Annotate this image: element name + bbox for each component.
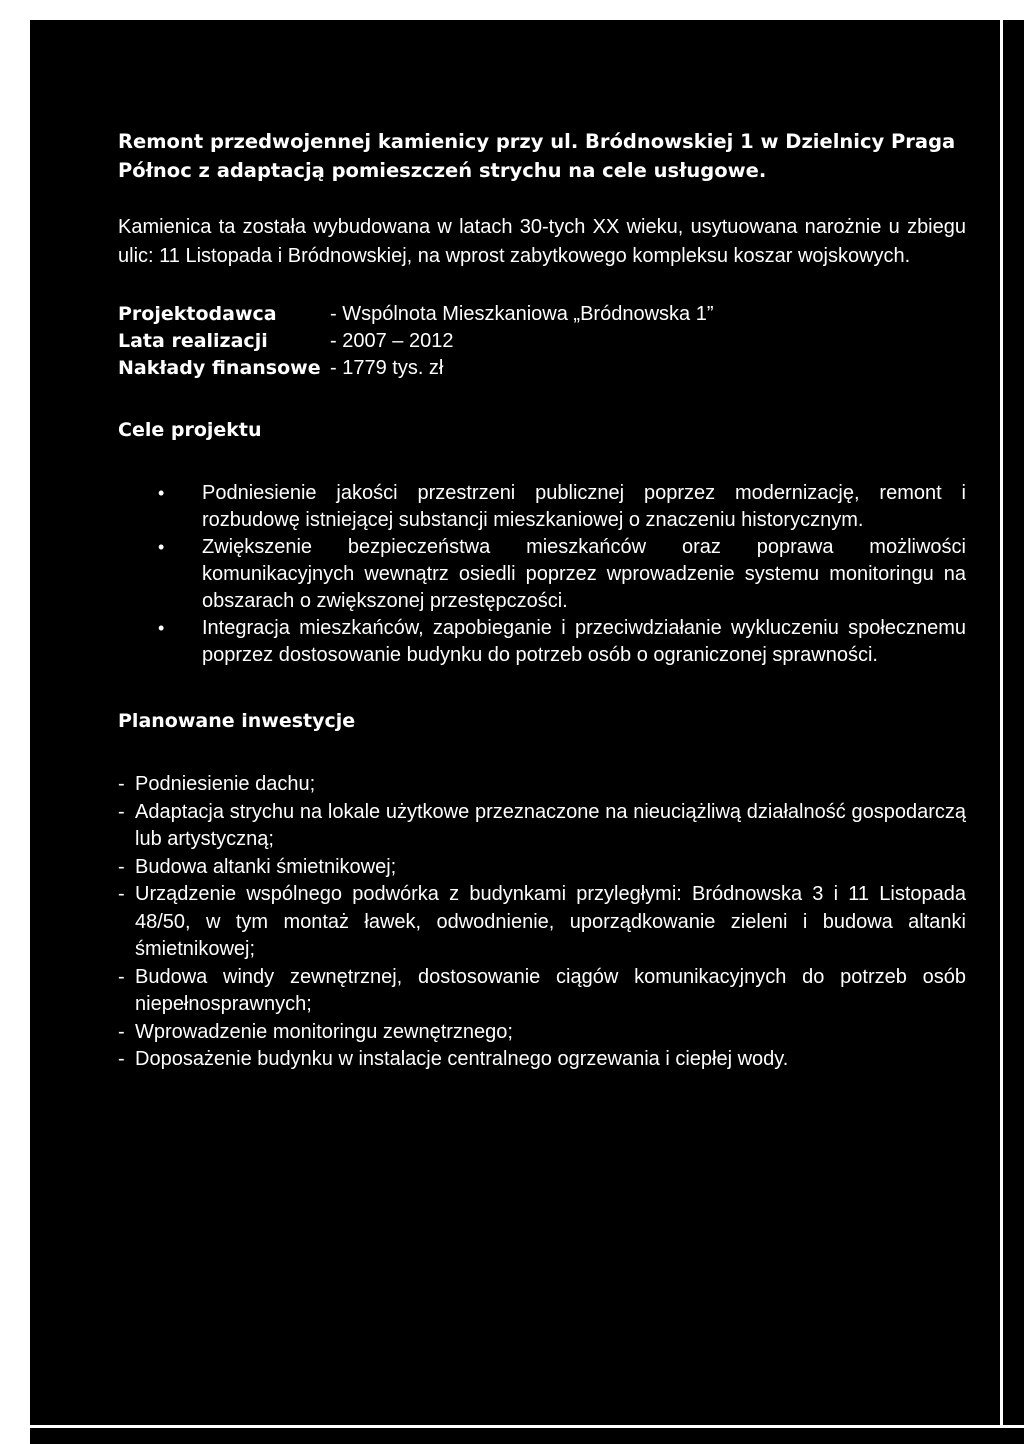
goal-item: [118, 534, 966, 615]
scan-edge-bottom: [30, 1428, 1024, 1444]
investment-item: [118, 881, 966, 964]
fact-row-lata-realizacji: [118, 328, 966, 355]
fact-label: Nakłady finansowe: [118, 357, 321, 379]
investment-item: [118, 1046, 966, 1074]
goals-heading: Cele projektu: [118, 419, 262, 441]
dash-marker: -: [118, 883, 125, 905]
dash-marker: -: [118, 800, 125, 823]
fact-row-naklady-finansowe: [118, 355, 966, 382]
document-title: Remont przedwojennej kamienicy przy ul. Bródnowskiej 1 w Dzielnicy Praga Północ z adaptacją pomieszczeń strychu na cele usługowe.: [118, 130, 956, 182]
investment-text: Doposażenie budynku w instalacje centralnego ogrzewania i ciepłej wody.: [135, 1048, 789, 1070]
goal-item: [118, 615, 966, 669]
fact-label: Lata realizacji: [118, 330, 268, 352]
fact-label: Projektodawca: [118, 303, 277, 325]
goal-item: [118, 480, 966, 534]
investment-item: [118, 1019, 966, 1047]
investment-text: Budowa windy zewnętrznej, dostosowanie ciągów komunikacyjnych do potrzeb osób niepełnosprawnych;: [135, 965, 966, 1015]
fact-value: - Wspólnota Mieszkaniowa „Bródnowska 1”: [330, 303, 714, 325]
document-content: [118, 127, 966, 1074]
dash-marker: -: [118, 773, 125, 795]
investment-text: Wprowadzenie monitoringu zewnętrznego;: [135, 1020, 513, 1043]
investment-text: Budowa altanki śmietnikowej;: [135, 855, 397, 878]
fact-value: - 2007 – 2012: [330, 330, 454, 352]
investment-item: [118, 799, 966, 854]
dash-marker: -: [118, 1048, 125, 1070]
investment-text: Urządzenie wspólnego podwórka z budynkami przyległymi: Bródnowska 3 i 11 Listopada 48/50, w tym montaż ławek, odwodnienie, uporządkowanie zieleni i budowa altanki śmietnikowej;: [135, 883, 966, 960]
fact-value: - 1779 tys. zł: [330, 357, 444, 379]
bullet-icon: •: [158, 618, 165, 638]
goal-text: Zwiększenie bezpieczeństwa mieszkańców oraz poprawa możliwości komunikacyjnych wewnątrz osiedli poprzez wprowadzenie systemu monitoringu na obszarach o zwiększonej przestępczości.: [202, 536, 966, 612]
investment-item: [118, 964, 966, 1019]
investment-text: Adaptacja strychu na lokale użytkowe przeznaczone na nieuciążliwą działalność gospodarczą lub artystyczną;: [135, 800, 966, 850]
dash-marker: -: [118, 965, 125, 988]
investments-list: [118, 771, 966, 1074]
intro-paragraph: Kamienica ta została wybudowana w latach 30-tych XX wieku, usytuowana narożnie u zbiegu ulic: 11 Listopada i Bródnowskiej, na wprost zabytkowego kompleksu koszar wojskowych.: [118, 216, 966, 267]
goal-text: Podniesienie jakości przestrzeni publicznej poprzez modernizację, remont i rozbudowę istniejącej substancji mieszkaniowej o znaczeniu historycznym.: [202, 482, 966, 531]
project-facts: [118, 301, 966, 382]
bullet-icon: •: [158, 537, 165, 557]
investment-item: [118, 771, 966, 799]
dash-marker: -: [118, 855, 125, 878]
goal-text: Integracja mieszkańców, zapobieganie i przeciwdziałanie wykluczeniu społecznemu poprzez dostosowanie budynku do potrzeb osób o ograniczonej sprawności.: [202, 617, 966, 666]
dash-marker: -: [118, 1020, 125, 1043]
investment-item: [118, 854, 966, 882]
goals-list: [118, 480, 966, 669]
investment-text: Podniesienie dachu;: [135, 773, 316, 795]
bullet-icon: •: [158, 483, 165, 503]
scan-edge-right: [1003, 20, 1024, 1425]
fact-row-projektodawca: [118, 301, 966, 328]
investments-heading: Planowane inwestycje: [118, 710, 356, 732]
